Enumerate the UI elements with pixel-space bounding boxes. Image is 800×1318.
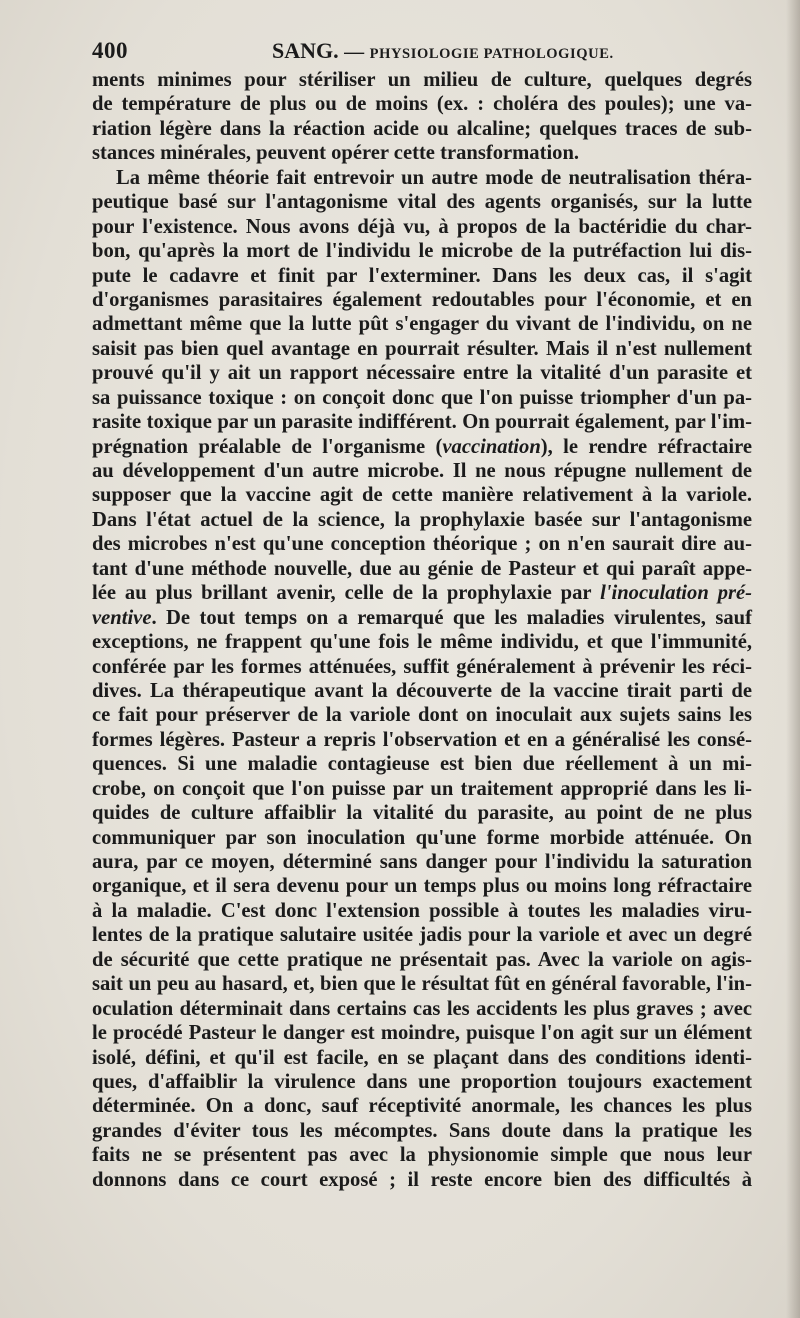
text-line: sait un peu au hasard, et, bien que le résultat fût en général favorable, l'in- bbox=[92, 973, 752, 996]
text-line: tant d'une méthode nouvelle, due au génie de Pasteur et qui paraît appe- bbox=[92, 557, 752, 580]
text-line: conférée par les formes atténuées, suffit généralement à prévenir les réci- bbox=[92, 655, 752, 678]
text-line: admettant même que la lutte pût s'engager du vivant de l'individu, on ne bbox=[92, 313, 752, 336]
text-line: aura, par ce moyen, déterminé sans danger pour l'individu la saturation bbox=[92, 851, 752, 873]
text-line-inoculation-1: lée au plus brillant avenir, celle de la prophylaxie par l'inoculation pré- bbox=[92, 582, 753, 605]
text-line-inoculation-2: ventive. De tout temps on a remarqué que les maladies virulentes, sauf bbox=[92, 606, 752, 629]
text-line: prouvé qu'il y ait un rapport nécessaire entre la vitalité d'un parasite et bbox=[92, 362, 752, 385]
text-line: formes légères. Pasteur a repris l'observation et en a généralisé les consé- bbox=[92, 728, 752, 751]
text-line: quides de culture affaiblir la vitalité du parasite, au point de ne plus bbox=[92, 802, 752, 825]
text-line: riation légère dans la réaction acide ou alcaline; quelques traces de sub- bbox=[92, 117, 752, 140]
text-line: stances minérales, peuvent opérer cette transformation. bbox=[92, 142, 580, 165]
text-line: faits ne se présentent pas avec la physionomie simple que nous leur bbox=[92, 1144, 752, 1167]
text-line: d'organismes parasitaires également redoutables pour l'économie, et en bbox=[92, 288, 752, 311]
text-line: pute le cadavre et finit par l'exterminer. Dans les deux cas, il s'agit bbox=[92, 264, 752, 287]
text-line: lentes de la pratique salutaire usitée jadis pour la variole et avec un degré bbox=[92, 924, 752, 947]
text-line: ques, d'affaiblir la virulence dans une proportion toujours exactement bbox=[92, 1070, 752, 1093]
text-line: exceptions, ne frappent qu'une fois le même individu, et que l'immunité, bbox=[92, 631, 752, 654]
italic-vaccination: vaccination bbox=[442, 435, 541, 458]
page-number: 400 bbox=[92, 38, 128, 63]
text-line: peutique basé sur l'antagonisme vital des agents organisés, sur la lutte bbox=[92, 191, 752, 214]
text-line: ments minimes pour stériliser un milieu de culture, quelques degrés bbox=[92, 69, 752, 91]
text-line: bon, qu'après la mort de l'individu le microbe de la putréfaction lui dis- bbox=[92, 240, 752, 263]
text-line: au développement d'un autre microbe. Il ne nous répugne nullement de bbox=[92, 460, 752, 482]
text-line: ce fait pour préserver de la variole dont on inoculait aux sujets sains les bbox=[92, 704, 752, 727]
text-line: isolé, défini, et qu'il est facile, en se plaçant dans des conditions identi- bbox=[92, 1046, 752, 1069]
page-header bbox=[92, 38, 752, 68]
text-line: pour l'existence. Nous avons déjà vu, à propos de la bactéridie du char- bbox=[92, 215, 752, 238]
body-text bbox=[92, 68, 752, 1192]
italic-inoculation: l'inoculation pré- bbox=[600, 582, 753, 605]
running-head-dash: — bbox=[344, 41, 365, 63]
text-line: supposer que la vaccine agit de cette manière relativement à la variole. bbox=[92, 484, 752, 507]
text-line: dives. La thérapeutique avant la découverte de la vaccine tirait parti de bbox=[92, 679, 752, 702]
text-line: oculation déterminait dans certains cas les accidents les plus graves ; avec bbox=[92, 997, 752, 1020]
text-line: donnons dans ce court exposé ; il reste encore bien des difficultés à bbox=[92, 1168, 752, 1191]
text-line: rasite toxique par un parasite indifférent. On pourrait également, par l'im- bbox=[92, 411, 752, 434]
italic-preventive: ventive bbox=[92, 606, 152, 629]
text-line: saisit pas bien quel avantage en pourrait résulter. Mais il n'est nullement bbox=[92, 337, 752, 360]
text-line: déterminée. On a donc, sauf réceptivité anormale, les chances les plus bbox=[92, 1095, 752, 1118]
text-line: à la maladie. C'est donc l'extension possible à toutes les maladies viru- bbox=[92, 899, 752, 922]
text-line: communiquer par son inoculation qu'une forme morbide atténuée. On bbox=[92, 826, 752, 849]
text-line: quences. Si une maladie contagieuse est bien due réellement à un mi- bbox=[92, 753, 752, 776]
text-line: Dans l'état actuel de la science, la prophylaxie basée sur l'antagonisme bbox=[92, 508, 752, 531]
text-line: La même théorie fait entrevoir un autre mode de neutralisation théra- bbox=[116, 166, 752, 189]
text-line-vaccination: prégnation préalable de l'organisme (vaccination), le rendre réfractaire bbox=[92, 435, 752, 458]
text-line: grandes d'éviter tous les mécomptes. Sans doute dans la pratique les bbox=[92, 1119, 752, 1142]
running-head-sub: PHYSIOLOGIE PATHOLOGIQUE. bbox=[369, 46, 614, 62]
text-line: des microbes n'est qu'une conception théorique ; on n'en saurait dire au- bbox=[92, 533, 752, 556]
text-line: organique, et il sera devenu pour un temps plus ou moins long réfractaire bbox=[92, 875, 752, 898]
text-line: de sécurité que cette pratique ne présentait pas. Avec la variole on agis- bbox=[92, 948, 752, 971]
text-line: le procédé Pasteur le danger est moindre, puisque l'on agit sur un élément bbox=[92, 1022, 752, 1045]
running-head-main: SANG. bbox=[272, 38, 339, 63]
running-head bbox=[272, 38, 614, 64]
text-line: sa puissance toxique : on conçoit donc que l'on puisse triompher d'un pa- bbox=[92, 386, 752, 409]
text-line: crobe, on conçoit que l'on puisse par un traitement approprié dans les li- bbox=[92, 777, 752, 800]
text-line: de température de plus ou de moins (ex. : choléra des poules); une va- bbox=[92, 93, 752, 116]
